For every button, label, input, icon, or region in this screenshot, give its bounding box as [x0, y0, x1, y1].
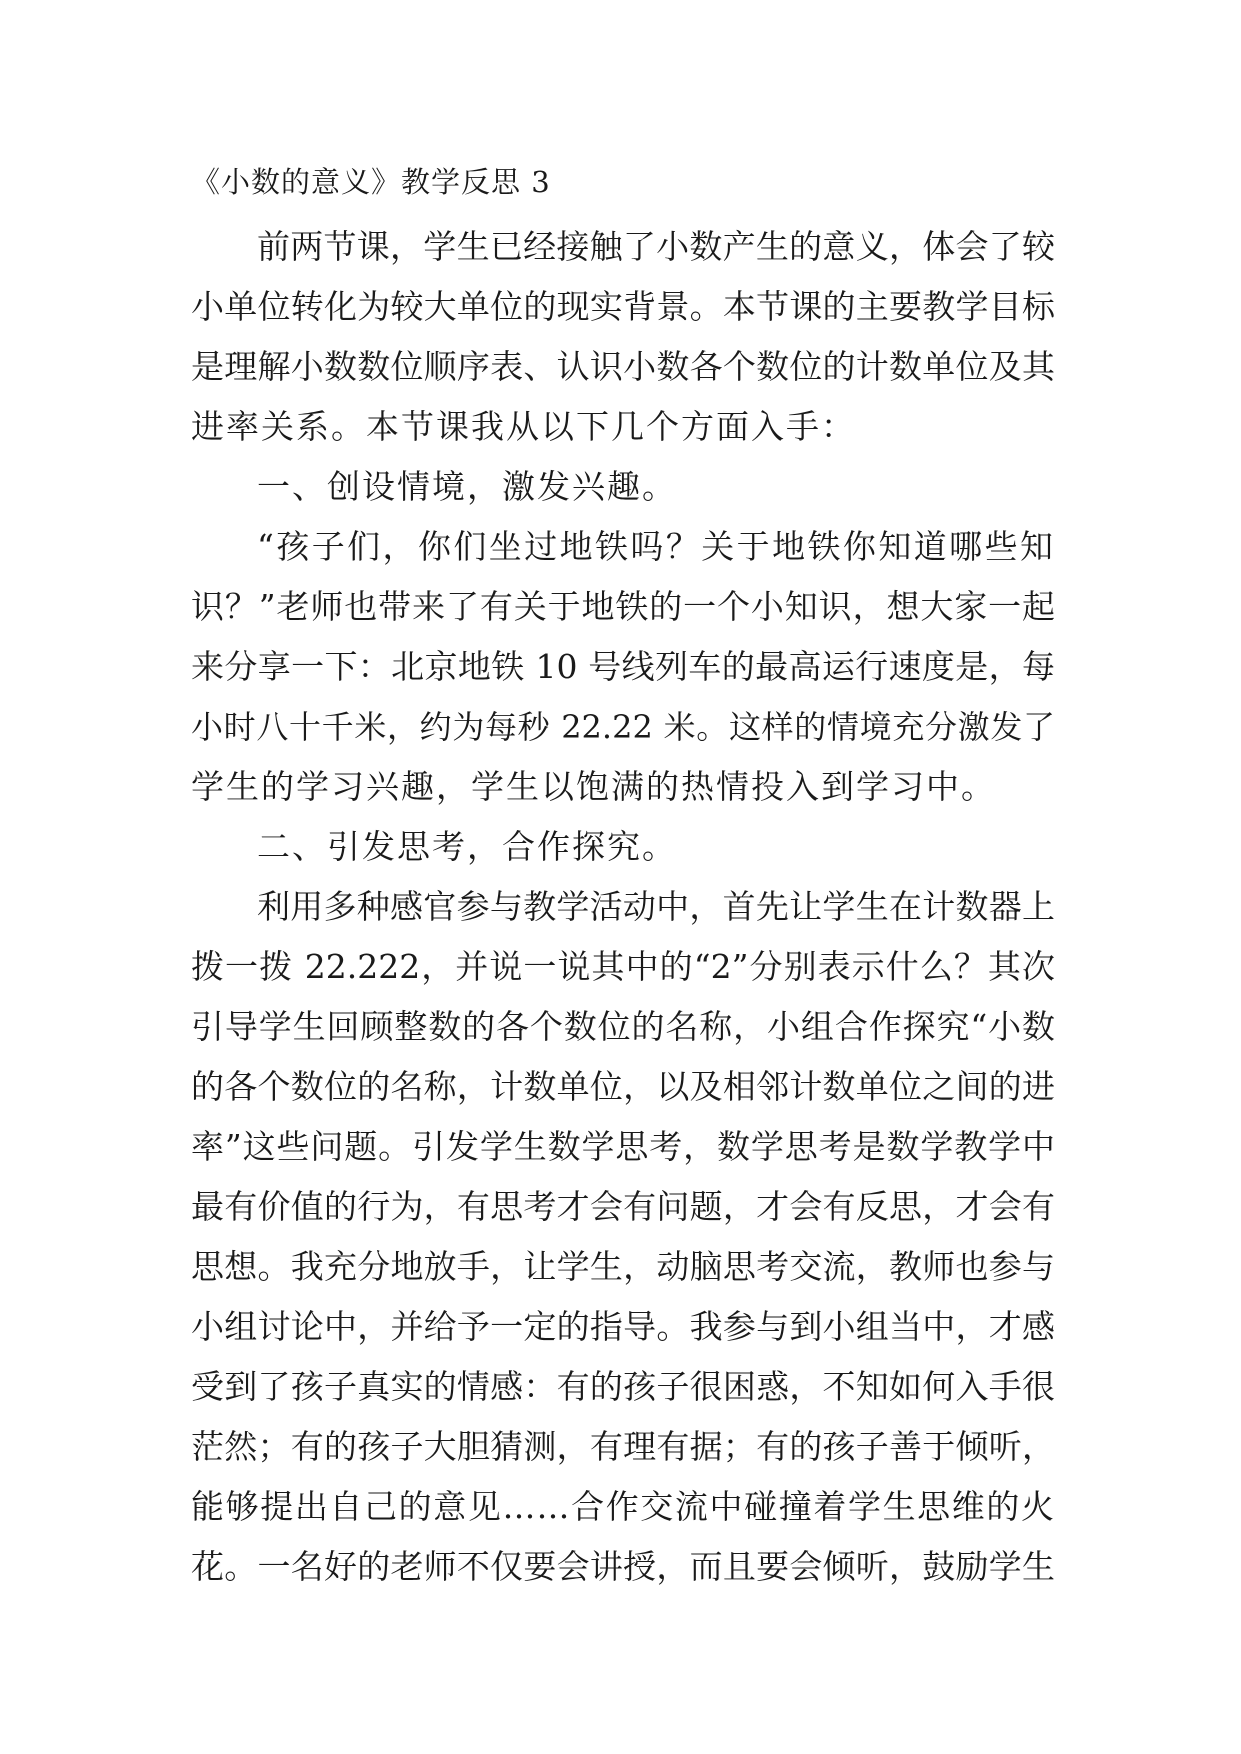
document-body: [191, 217, 1055, 1597]
text-line: 最有价值的行为，有思考才会有问题，才会有反思，才会有: [191, 1187, 1055, 1226]
text-line: 茫然；有的孩子大胆猜测，有理有据；有的孩子善于倾听，: [191, 1427, 1055, 1466]
text-line: 前两节课，学生已经接触了小数产生的意义，体会了较: [257, 227, 1055, 266]
text-line: 能够提出自己的意见……合作交流中碰撞着学生思维的火: [191, 1487, 1055, 1526]
document-page: [191, 162, 1055, 1597]
section-heading: 一、创设情境，激发兴趣。: [257, 467, 677, 506]
text-line: 进率关系。本节课我从以下几个方面入手：: [191, 407, 856, 446]
document-title: 《小数的意义》教学反思 3: [191, 165, 551, 199]
text-line: 拨一拨 22.222，并说一说其中的“2”分别表示什么？其次: [191, 947, 1055, 986]
text-line: 学生的学习兴趣，学生以饱满的热情投入到学习中。: [191, 767, 996, 806]
text-line: 花。一名好的老师不仅要会讲授，而且要会倾听，鼓励学生: [191, 1547, 1055, 1586]
text-line: 是理解小数数位顺序表、认识小数各个数位的计数单位及其: [191, 347, 1055, 386]
text-line: 引导学生回顾整数的各个数位的名称，小组合作探究“小数: [191, 1007, 1055, 1046]
text-line: 识？”老师也带来了有关于地铁的一个小知识，想大家一起: [191, 587, 1055, 626]
section-heading: 二、引发思考，合作探究。: [257, 827, 677, 866]
text-line: 率”这些问题。引发学生数学思考，数学思考是数学教学中: [191, 1127, 1055, 1166]
text-line: 小单位转化为较大单位的现实背景。本节课的主要教学目标: [191, 287, 1055, 326]
text-line: 利用多种感官参与教学活动中，首先让学生在计数器上: [257, 887, 1055, 926]
text-line: 来分享一下：北京地铁 10 号线列车的最高运行速度是，每: [191, 647, 1055, 686]
text-line: “孩子们，你们坐过地铁吗？关于地铁你知道哪些知: [257, 527, 1055, 566]
text-line: 受到了孩子真实的情感：有的孩子很困惑，不知如何入手很: [191, 1367, 1055, 1406]
text-line: 思想。我充分地放手，让学生，动脑思考交流，教师也参与: [191, 1247, 1055, 1286]
text-line: 小时八十千米，约为每秒 22.22 米。这样的情境充分激发了: [191, 708, 1055, 746]
text-line: 小组讨论中，并给予一定的指导。我参与到小组当中，才感: [191, 1307, 1055, 1346]
text-line: 的各个数位的名称，计数单位，以及相邻计数单位之间的进: [191, 1067, 1055, 1106]
